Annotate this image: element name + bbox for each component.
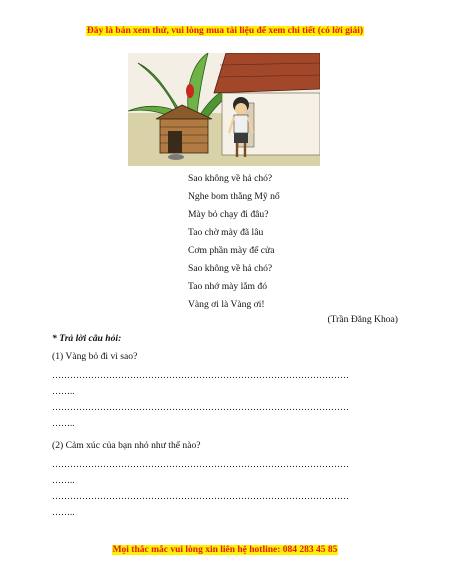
answer-line-short: ……..	[52, 475, 75, 485]
question-1: (1) Vàng bỏ đi vì sao?	[52, 351, 138, 362]
illustration-drawing	[128, 53, 320, 166]
preview-notice-banner	[0, 26, 450, 36]
answer-line: ………………………………………………………………………………………	[52, 402, 349, 412]
poem	[188, 170, 280, 314]
poem-line: Mày bỏ chạy đi đâu?	[188, 209, 269, 220]
answer-line: ………………………………………………………………………………………	[52, 370, 349, 380]
answer-line-short: ……..	[52, 386, 75, 396]
illustration-boy-and-hut	[128, 53, 320, 166]
poem-line: Vàng ơi là Vàng ơi!	[188, 299, 265, 310]
question-2: (2) Cảm xúc của bạn nhỏ như thế nào?	[52, 440, 201, 451]
answer-line: ………………………………………………………………………………………	[52, 459, 349, 469]
poem-line: Sao không về hả chó?	[188, 263, 273, 274]
preview-notice-text: Đây là bản xem thử, vui lòng mua tài liệu để xem chi tiết (có lời giải)	[86, 26, 364, 36]
answer-line: ………………………………………………………………………………………	[52, 491, 349, 501]
poem-line: Tao chờ mày đã lâu	[188, 227, 264, 238]
answer-line-short: ……..	[52, 418, 75, 428]
hotline-text: Mọi thắc mắc vui lòng xin liên hệ hotline: 084 283 45 85	[112, 545, 338, 555]
poem-line: Sao không về hả chó?	[188, 173, 273, 184]
qa-heading: * Trả lời câu hỏi:	[52, 333, 122, 344]
answer-line-short: ……..	[52, 507, 75, 517]
answer-lines-q1	[52, 370, 398, 434]
poem-author: (Trần Đăng Khoa)	[327, 314, 398, 325]
poem-line: Tao nhớ mày lắm đó	[188, 281, 268, 292]
poem-line: Cơm phần mày để cửa	[188, 245, 275, 256]
answer-lines-q2	[52, 459, 398, 523]
poem-line: Nghe bom thằng Mỹ nổ	[188, 191, 280, 202]
hotline-banner	[0, 545, 450, 555]
